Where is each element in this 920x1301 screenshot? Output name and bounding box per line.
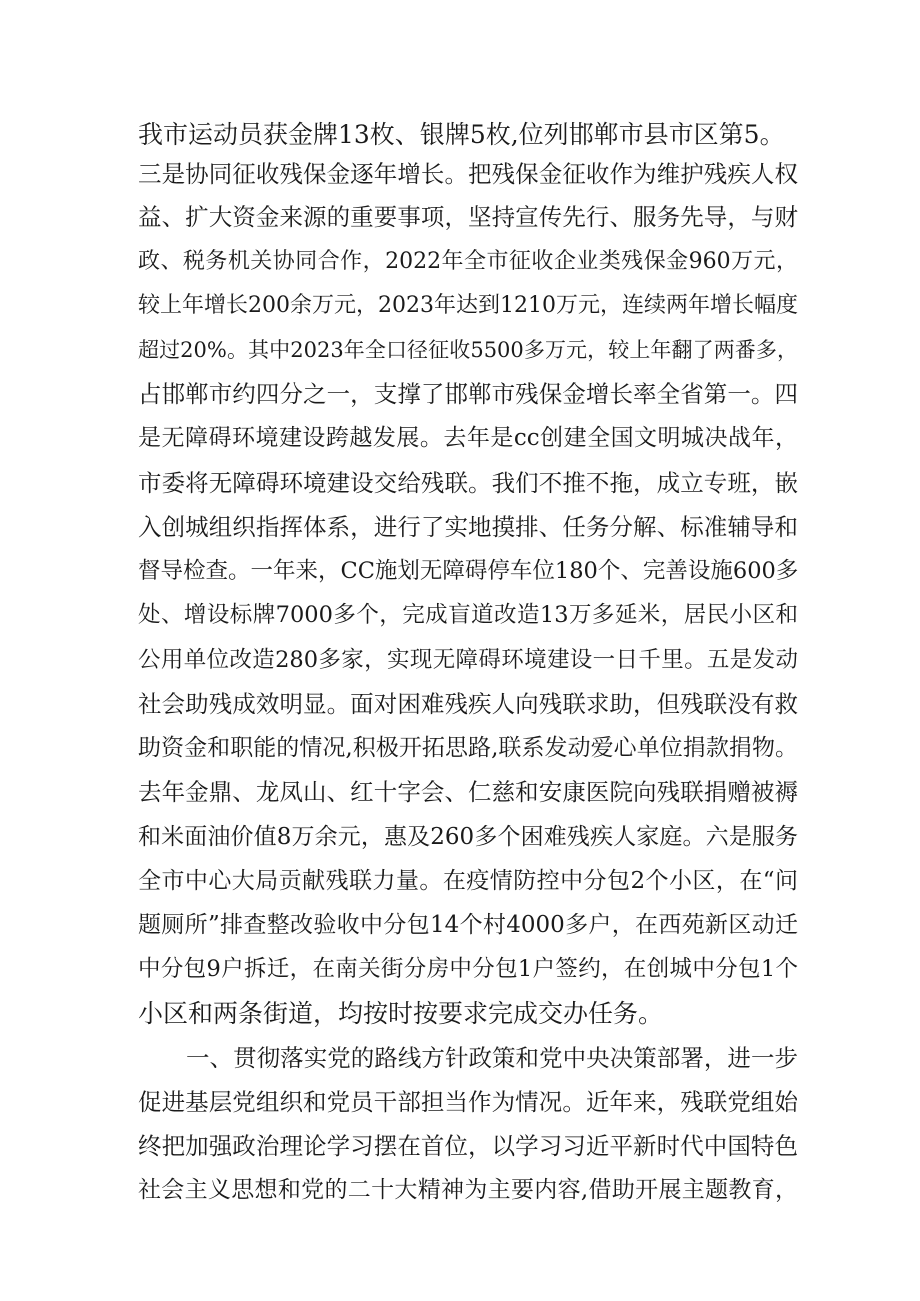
text-line: 助资金和职能的情况,积极开拓思路,联系发动爱心单位捐款捐物。 — [138, 735, 798, 761]
text-line: 题厕所”排查整改验收中分包14个村4000多户，在西苑新区动迁 — [138, 912, 798, 938]
text-line: 去年金鼎、龙凤山、红十字会、仁慈和安康医院向残联捐赠被褥 — [138, 778, 798, 806]
text-line: 终把加强政治理论学习摆在首位，以学习习近平新时代中国特色 — [138, 1132, 798, 1160]
text-line: 和米面油价值8万余元，惠及260多个困难残疾人家庭。六是服务 — [138, 824, 798, 850]
text-line: 较上年增长200余万元，2023年达到1210万元，连续两年增长幅度 — [138, 293, 798, 318]
text-line: 政、税务机关协同合作，2022年全市征收企业类残保金960万元， — [138, 249, 798, 274]
text-line: 处、增设标牌7000多个，完成盲道改造13万多延米，居民小区和 — [138, 602, 798, 628]
text-line: 超过20%。其中2023年全口径征收5500多万元，较上年翻了两番多， — [138, 338, 798, 362]
text-line: 是无障碍环境建设跨越发展。去年是cc创建全国文明城决战年， — [138, 425, 798, 451]
text-line: 社会主义思想和党的二十大精神为主要内容,借助开展主题教育， — [138, 1177, 798, 1203]
text-line: 社会助残成效明显。面对困难残疾人向残联求助，但残联没有救 — [138, 690, 798, 718]
text-line: 入创城组织指挥体系，进行了实地摸排、任务分解、标准辅导和 — [138, 513, 798, 541]
text-line: 公用单位改造280多家，实现无障碍环境建设一日千里。五是发动 — [138, 647, 798, 673]
text-line: 促进基层党组织和党员干部担当作为情况。近年来，残联党组始 — [138, 1088, 798, 1116]
text-line: 占邯郸市约四分之一，支撑了邯郸市残保金增长率全省第一。四 — [138, 380, 798, 408]
text-line: 我市运动员获金牌13枚、银牌5枚,位列邯郸市县市区第5。 — [138, 120, 785, 149]
text-line: 中分包9户拆迁，在南关街分房中分包1户签约，在创城中分包1个 — [138, 956, 798, 982]
text-line: 一、贯彻落实党的路线方针政策和党中央决策部署，进一步 — [186, 1044, 798, 1072]
text-line: 督导检查。一年来，CC施划无障碍停车位180个、完善设施600多 — [138, 558, 799, 584]
text-line: 全市中心大局贡献残联力量。在疫情防控中分包2个小区，在“问 — [138, 868, 798, 894]
text-line: 益、扩大资金来源的重要事项，坚持宣传先行、服务先导，与财 — [138, 203, 798, 231]
text-line: 三是协同征收残保金逐年增长。把残保金征收作为维护残疾人权 — [138, 160, 798, 188]
text-line: 市委将无障碍环境建设交给残联。我们不推不拖，成立专班，嵌 — [138, 469, 798, 497]
text-line: 小区和两条街道，均按时按要求完成交办任务。 — [138, 999, 664, 1028]
